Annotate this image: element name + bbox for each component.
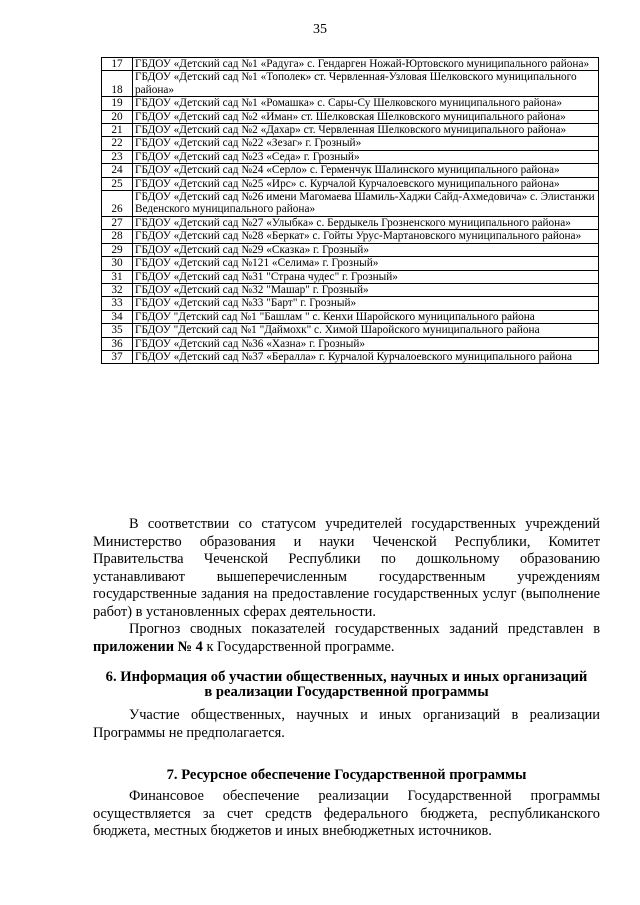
- forecast-text-start: Прогноз сводных показателей государственных заданий представлен в: [129, 621, 600, 637]
- row-number: 21: [102, 124, 133, 137]
- institution-name: ГБДОУ «Детский сад №27 «Улыбка» с. Бердыкель Грозненского муниципального района»: [133, 216, 599, 229]
- table-row: [102, 337, 599, 350]
- institution-name: ГБДОУ «Детский сад №121 «Селима» г. Грозный»: [133, 257, 599, 270]
- section-6-heading-line1: 6. Информация об участии общественных, научных и иных организаций: [105, 669, 588, 685]
- table-row: [102, 110, 599, 123]
- table-row: [102, 191, 599, 217]
- institution-name: ГБДОУ «Детский сад №36 «Хазна» г. Грозный»: [133, 337, 599, 350]
- institution-name: ГБДОУ «Детский сад №25 «Ирс» с. Курчалой Курчалоевского муниципального района»: [133, 177, 599, 190]
- row-number: 19: [102, 97, 133, 110]
- table-row: [102, 124, 599, 137]
- row-number: 28: [102, 230, 133, 243]
- table-row: [102, 97, 599, 110]
- table-row: [102, 71, 599, 97]
- table-row: [102, 257, 599, 270]
- row-number: 32: [102, 283, 133, 296]
- table-row: [102, 216, 599, 229]
- row-number: 20: [102, 110, 133, 123]
- row-number: 37: [102, 350, 133, 363]
- table-row: [102, 324, 599, 337]
- kindergarten-table: [101, 57, 599, 364]
- table-row: [102, 310, 599, 323]
- row-number: 17: [102, 58, 133, 71]
- table-row: [102, 137, 599, 150]
- institution-name: ГБДОУ "Детский сад №1 "Башлам " с. Кенхи Шаройского муниципального района: [133, 310, 599, 323]
- row-number: 24: [102, 164, 133, 177]
- paragraph-forecast: [93, 621, 600, 656]
- table-row: [102, 283, 599, 296]
- row-number: 33: [102, 297, 133, 310]
- institution-name: ГБДОУ «Детский сад №33 "Барт" г. Грозный»: [133, 297, 599, 310]
- section-7-heading: 7. Ресурсное обеспечение Государственной программы: [166, 767, 527, 783]
- table-row: [102, 243, 599, 256]
- institution-name: ГБДОУ «Детский сад №23 «Седа» г. Грозный»: [133, 150, 599, 163]
- institution-name: ГБДОУ «Детский сад №1 «Тополек» ст. Червленная-Узловая Шелковского муниципального района»: [133, 71, 599, 97]
- table-row: [102, 177, 599, 190]
- row-number: 26: [102, 191, 133, 217]
- table-row: [102, 230, 599, 243]
- paragraph-text: Участие общественных, научных и иных организаций в реализации Программы не предполагается.: [93, 707, 600, 741]
- table-row: [102, 297, 599, 310]
- institution-name: ГБДОУ «Детский сад №29 «Сказка» г. Грозный»: [133, 243, 599, 256]
- paragraph-text: Финансовое обеспечение реализации Государственной программы осуществляется за счет средств федерального бюджета, республиканского бюджета, местных бюджетов и иных внебюджетных источников.: [93, 788, 600, 839]
- institution-name: ГБДОУ "Детский сад №1 "Даймохк" с. Химой Шаройского муниципального района: [133, 324, 599, 337]
- table-row: [102, 270, 599, 283]
- institution-name: ГБДОУ «Детский сад №2 «Дахар» ст. Червленная Шелковского муниципального района»: [133, 124, 599, 137]
- table-row: [102, 58, 599, 71]
- institution-name: ГБДОУ «Детский сад №22 «Зезаг» г. Грозный»: [133, 137, 599, 150]
- section-6-heading: [93, 670, 600, 700]
- row-number: 22: [102, 137, 133, 150]
- row-number: 36: [102, 337, 133, 350]
- paragraph-participation: [93, 707, 600, 742]
- institution-name: ГБДОУ «Детский сад №2 «Иман» ст. Шелковская Шелковского муниципального района»: [133, 110, 599, 123]
- institution-name: ГБДОУ «Детский сад №1 «Радуга» с. Гендарген Ножай-Юртовского муниципального района»: [133, 58, 599, 71]
- section-6-heading-line2: в реализации Государственной программы: [204, 684, 489, 700]
- institution-name: ГБДОУ «Детский сад №37 «Бералла» г. Курчалой Курчалоевского муниципального района: [133, 350, 599, 363]
- institution-name: ГБДОУ «Детский сад №28 «Беркат» с. Гойты Урус-Мартановского муниципального района»: [133, 230, 599, 243]
- row-number: 25: [102, 177, 133, 190]
- institution-name: ГБДОУ «Детский сад №1 «Ромашка» с. Сары-Су Шелковского муниципального района»: [133, 97, 599, 110]
- row-number: 27: [102, 216, 133, 229]
- row-number: 31: [102, 270, 133, 283]
- institution-name: ГБДОУ «Детский сад №31 "Страна чудес" г. Грозный»: [133, 270, 599, 283]
- table-row: [102, 350, 599, 363]
- table-row: [102, 164, 599, 177]
- institution-name: ГБДОУ «Детский сад №24 «Серло» с. Герменчук Шалинского муниципального района»: [133, 164, 599, 177]
- row-number: 29: [102, 243, 133, 256]
- row-number: 18: [102, 71, 133, 97]
- page-number: 35: [313, 22, 327, 37]
- row-number: 35: [102, 324, 133, 337]
- paragraph-founders: [93, 516, 600, 656]
- table-row: [102, 150, 599, 163]
- forecast-text-end: к Государственной программе.: [202, 638, 395, 655]
- appendix-reference: приложении № 4: [93, 638, 203, 655]
- row-number: 23: [102, 150, 133, 163]
- paragraph-financing: [93, 788, 600, 841]
- row-number: 30: [102, 257, 133, 270]
- row-number: 34: [102, 310, 133, 323]
- institution-name: ГБДОУ «Детский сад №32 "Машар" г. Грозный»: [133, 283, 599, 296]
- institution-name: ГБДОУ «Детский сад №26 имени Магомаева Шамиль-Хаджи Сайд-Ахмедовича» с. Элистанжи Веденского муниципального района»: [133, 191, 599, 217]
- paragraph-text: В соответствии со статусом учредителей государственных учреждений Министерство образования и науки Чеченской Республики, Комитет Правительства Чеченской Республики по дошкольному образованию устанавливают вышеперечисленным государственным учреждениям государственные задания на предоставление государственных услуг (выполнение работ) в установленных сферах деятельности.: [93, 516, 600, 620]
